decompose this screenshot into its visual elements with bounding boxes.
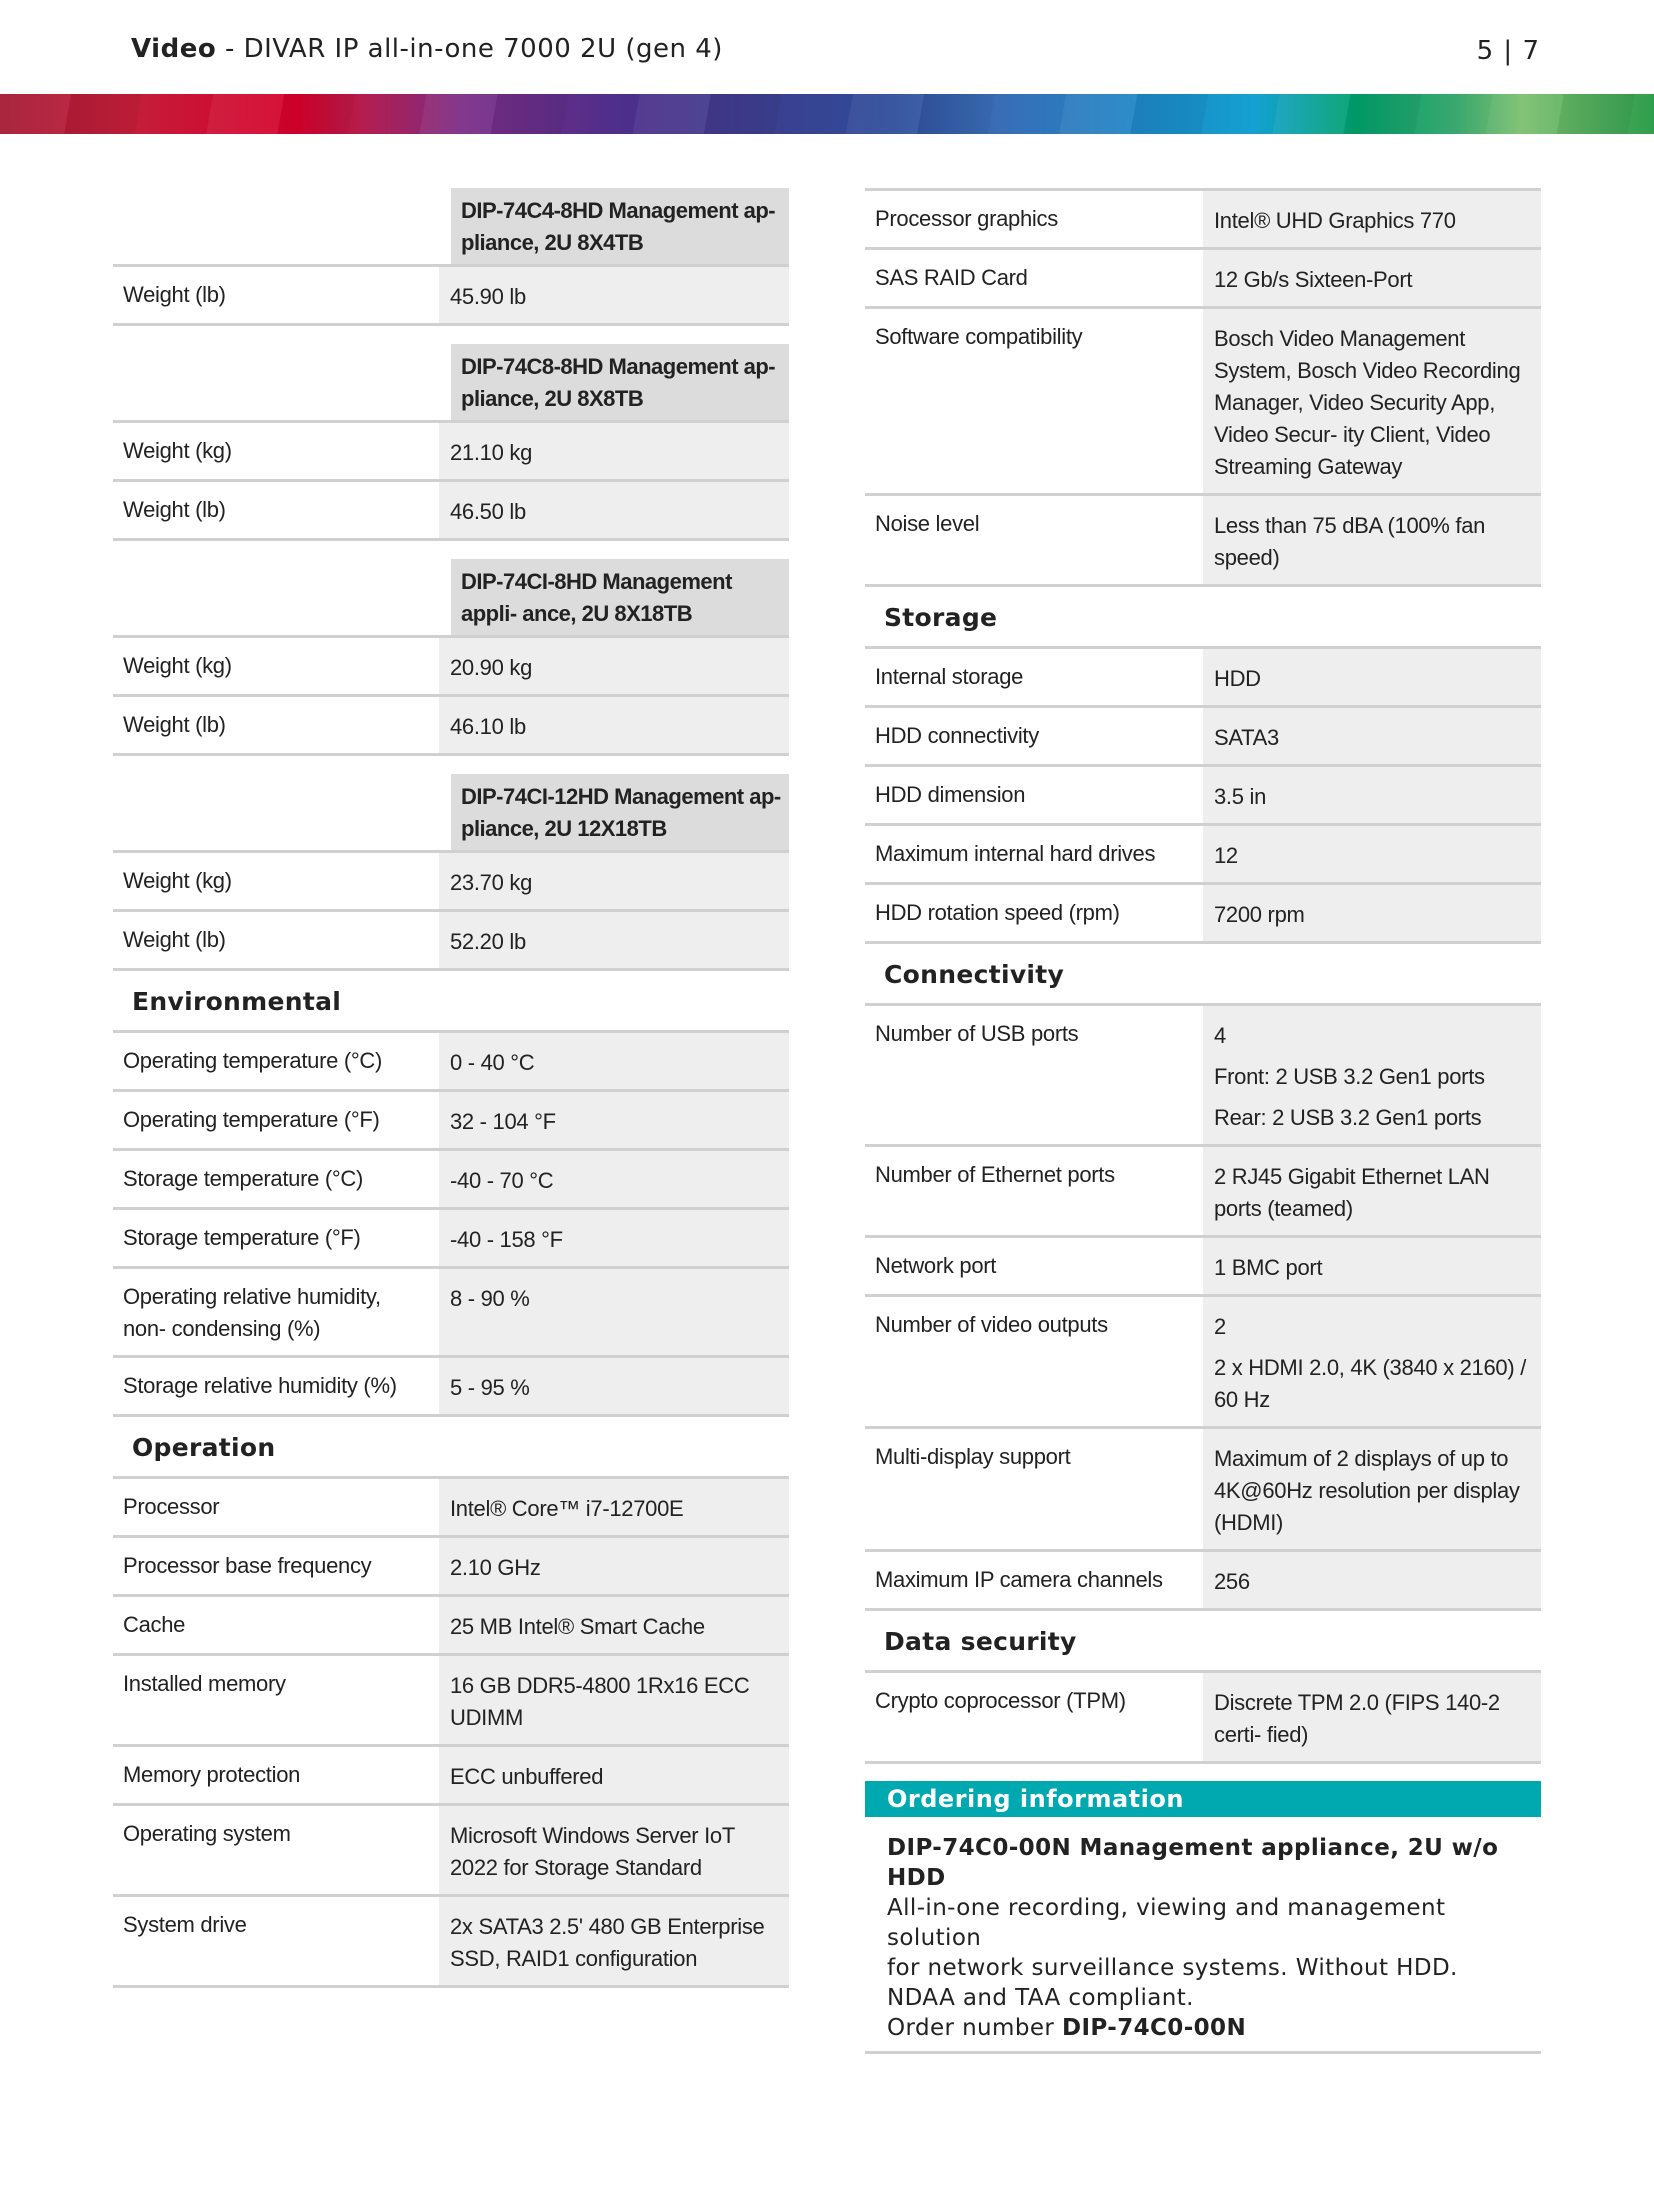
spec-row: Network port 1 BMC port: [865, 1238, 1541, 1297]
order-number: DIP-74C0-00N: [1061, 2015, 1247, 2041]
model-header: DIP-74CI-12HD Management ap- pliance, 2U 12X18TB: [113, 774, 789, 853]
spec-row: HDD dimension 3.5 in: [865, 767, 1541, 826]
spec-row: Operating relative humidity, non- condensing (%) 8 - 90 %: [113, 1269, 789, 1358]
spec-row: Number of video outputs 2 2 x HDMI 2.0, 4K (3840 x 2160) / 60 Hz: [865, 1297, 1541, 1429]
spec-row: Weight (kg) 23.70 kg: [113, 853, 789, 912]
spec-row: Weight (lb) 52.20 lb: [113, 912, 789, 971]
spec-row: Operating temperature (°C) 0 - 40 °C: [113, 1033, 789, 1092]
spec-row: SAS RAID Card 12 Gb/s Sixteen-Port: [865, 250, 1541, 309]
ordering-information-heading: Ordering information: [865, 1781, 1541, 1817]
spec-row: Storage relative humidity (%) 5 - 95 %: [113, 1358, 789, 1417]
ordering-information-block: [865, 1817, 1541, 2054]
product-description-line: NDAA and TAA compliant.: [887, 1985, 1194, 2011]
left-column: [113, 188, 789, 1988]
spec-row: Weight (lb) 46.50 lb: [113, 482, 789, 541]
section-title-connectivity: Connectivity: [865, 944, 1541, 1006]
right-column: [865, 188, 1541, 2054]
product-name: DIP-74C0-00N Management appliance, 2U w/o HDD: [887, 1835, 1499, 1891]
spec-row: Processor Intel® Core™ i7-12700E: [113, 1479, 789, 1538]
model-header: DIP-74CI-8HD Management appli- ance, 2U 8X18TB: [113, 559, 789, 638]
spec-row: Multi-display support Maximum of 2 displays of up to 4K@60Hz resolution per display (HDMI): [865, 1429, 1541, 1552]
spec-row: Number of Ethernet ports 2 RJ45 Gigabit Ethernet LAN ports (teamed): [865, 1147, 1541, 1238]
spec-row: Weight (lb) 45.90 lb: [113, 267, 789, 326]
spec-row: Weight (lb) 46.10 lb: [113, 697, 789, 756]
document-title: Video - DIVAR IP all-in-one 7000 2U (gen 4): [131, 34, 723, 64]
spec-row: Memory protection ECC unbuffered: [113, 1747, 789, 1806]
spec-row: Maximum internal hard drives 12: [865, 826, 1541, 885]
spec-row: System drive 2x SATA3 2.5' 480 GB Enterprise SSD, RAID1 configuration: [113, 1897, 789, 1988]
spec-row: Maximum IP camera channels 256: [865, 1552, 1541, 1611]
section-title-environmental: Environmental: [113, 971, 789, 1033]
spec-row: Internal storage HDD: [865, 649, 1541, 708]
spec-row: Storage temperature (°C) -40 - 70 °C: [113, 1151, 789, 1210]
spec-row: Processor graphics Intel® UHD Graphics 770: [865, 191, 1541, 250]
spec-row: HDD connectivity SATA3: [865, 708, 1541, 767]
order-number-line: Order number DIP-74C0-00N: [887, 2015, 1247, 2041]
spec-row: Noise level Less than 75 dBA (100% fan speed): [865, 496, 1541, 587]
spec-row: Crypto coprocessor (TPM) Discrete TPM 2.0 (FIPS 140-2 certi- fied): [865, 1673, 1541, 1764]
spec-row: HDD rotation speed (rpm) 7200 rpm: [865, 885, 1541, 944]
spec-row: Storage temperature (°F) -40 - 158 °F: [113, 1210, 789, 1269]
product-description-line: for network surveillance systems. Without HDD.: [887, 1955, 1458, 1981]
section-title-operation: Operation: [113, 1417, 789, 1479]
page-number: 5 | 7: [1476, 36, 1540, 66]
page-header: [0, 0, 1654, 94]
spec-row: Number of USB ports 4 Front: 2 USB 3.2 Gen1 ports Rear: 2 USB 3.2 Gen1 ports: [865, 1006, 1541, 1147]
spec-row: Processor base frequency 2.10 GHz: [113, 1538, 789, 1597]
model-header: DIP-74C4-8HD Management ap- pliance, 2U 8X4TB: [113, 188, 789, 267]
section-title-storage: Storage: [865, 587, 1541, 649]
spec-row: Cache 25 MB Intel® Smart Cache: [113, 1597, 789, 1656]
model-header: DIP-74C8-8HD Management ap- pliance, 2U 8X8TB: [113, 344, 789, 423]
brand-color-band: [0, 94, 1654, 134]
spec-row: Installed memory 16 GB DDR5-4800 1Rx16 ECC UDIMM: [113, 1656, 789, 1747]
spec-row: Weight (kg) 20.90 kg: [113, 638, 789, 697]
spec-row: Operating temperature (°F) 32 - 104 °F: [113, 1092, 789, 1151]
product-description-line: All-in-one recording, viewing and management solution: [887, 1895, 1446, 1951]
section-title-data-security: Data security: [865, 1611, 1541, 1673]
spec-row: Software compatibility Bosch Video Management System, Bosch Video Recording Manager, Video Security App, Video Secur- ity Client, Video Streaming Gateway: [865, 309, 1541, 496]
spec-row: Operating system Microsoft Windows Server IoT 2022 for Storage Standard: [113, 1806, 789, 1897]
spec-row: Weight (kg) 21.10 kg: [113, 423, 789, 482]
